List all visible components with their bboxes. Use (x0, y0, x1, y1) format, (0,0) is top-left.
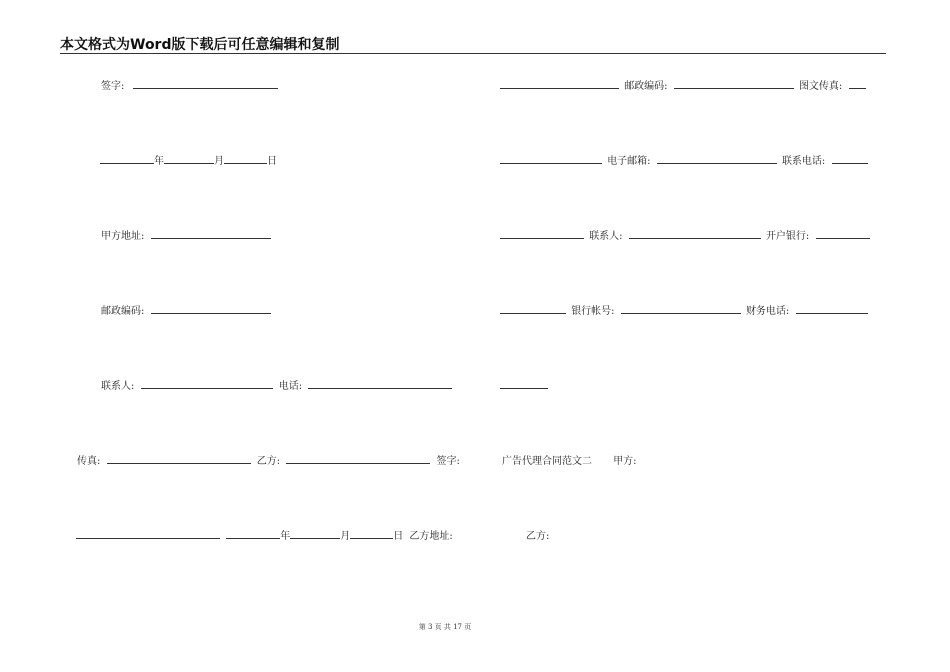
finance-phone-blank-2[interactable] (500, 380, 548, 389)
page-footer: 第 3 页 共 17 页 (418, 623, 472, 631)
right-contact-label: 联系人: (589, 231, 623, 242)
party-a-address-line (101, 230, 271, 243)
right-postal-code-label: 邮政编码: (624, 81, 668, 92)
account-label: 银行帐号: (571, 306, 615, 317)
sign-blank[interactable] (133, 80, 278, 89)
right-contact-bank-line (500, 230, 870, 243)
left-sign-line (101, 80, 278, 93)
month-label: 月 (214, 156, 224, 167)
right-postal-code-blank[interactable] (674, 80, 794, 89)
party-b-blank[interactable] (286, 455, 430, 464)
page-header (60, 33, 886, 54)
email-leading-blank[interactable] (500, 155, 602, 164)
fax-party-b-line (77, 455, 460, 468)
sign-label: 签字: (101, 81, 125, 92)
party-b-address-label: 乙方地址: (409, 531, 453, 542)
finance-phone-label: 财务电话: (745, 306, 790, 317)
account-blank[interactable] (621, 305, 741, 314)
right-contact-leading-blank[interactable] (500, 230, 584, 239)
day-blank[interactable] (224, 155, 267, 164)
right-party-b-line (526, 530, 549, 543)
right-contact-blank[interactable] (629, 230, 761, 239)
party-b-date-line (76, 530, 453, 543)
bank-blank[interactable] (816, 230, 870, 239)
finance-phone-blank[interactable] (796, 305, 868, 314)
year-label: 年 (154, 156, 164, 167)
phone-label: 电话: (278, 381, 303, 392)
phone-blank[interactable] (308, 380, 452, 389)
party-a-address-blank[interactable] (151, 230, 271, 239)
section-title-line (502, 455, 637, 468)
fax-label-right: 图文传真: (798, 81, 843, 92)
left-postal-code-label: 邮政编码: (101, 306, 145, 317)
party-a-label: 甲方: (613, 456, 637, 467)
email-blank[interactable] (657, 155, 777, 164)
sign-label-2: 签字: (436, 456, 460, 467)
month-blank[interactable] (164, 155, 214, 164)
email-phone-line (500, 155, 868, 168)
account-finance-line (500, 305, 868, 318)
contact-label: 联系人: (101, 381, 135, 392)
account-leading-blank[interactable] (500, 305, 566, 314)
right-postal-fax-line (500, 80, 866, 93)
finance-phone-continuation (500, 380, 548, 393)
right-party-b-label: 乙方: (526, 531, 550, 542)
month-blank-2[interactable] (290, 530, 340, 539)
right-leading-blank[interactable] (500, 80, 619, 89)
left-postal-code-line (101, 305, 271, 318)
year-label-2: 年 (280, 531, 291, 542)
day-label-2: 日 (393, 531, 404, 542)
fax-label: 传真: (77, 456, 101, 467)
year-blank-2[interactable] (226, 530, 280, 539)
day-label: 日 (267, 156, 277, 167)
left-postal-code-blank[interactable] (151, 305, 271, 314)
fax-blank-right[interactable] (849, 80, 866, 89)
year-blank[interactable] (100, 155, 154, 164)
email-label: 电子邮箱: (607, 156, 651, 167)
party-a-address-label: 甲方地址: (101, 231, 145, 242)
party-b-label: 乙方: (256, 456, 281, 467)
left-date-line (100, 155, 277, 168)
section-title: 广告代理合同范文二 (502, 456, 592, 467)
sign-blank-2[interactable] (76, 530, 220, 539)
bank-label: 开户银行: (765, 231, 810, 242)
left-contact-line (101, 380, 452, 393)
header-title: 本文格式为Word版下载后可任意编辑和复制 (60, 37, 340, 53)
contact-phone-blank[interactable] (832, 155, 868, 164)
day-blank-2[interactable] (350, 530, 393, 539)
fax-blank[interactable] (107, 455, 251, 464)
contact-phone-label: 联系电话: (781, 156, 826, 167)
contact-blank[interactable] (141, 380, 273, 389)
month-label-2: 月 (340, 531, 351, 542)
